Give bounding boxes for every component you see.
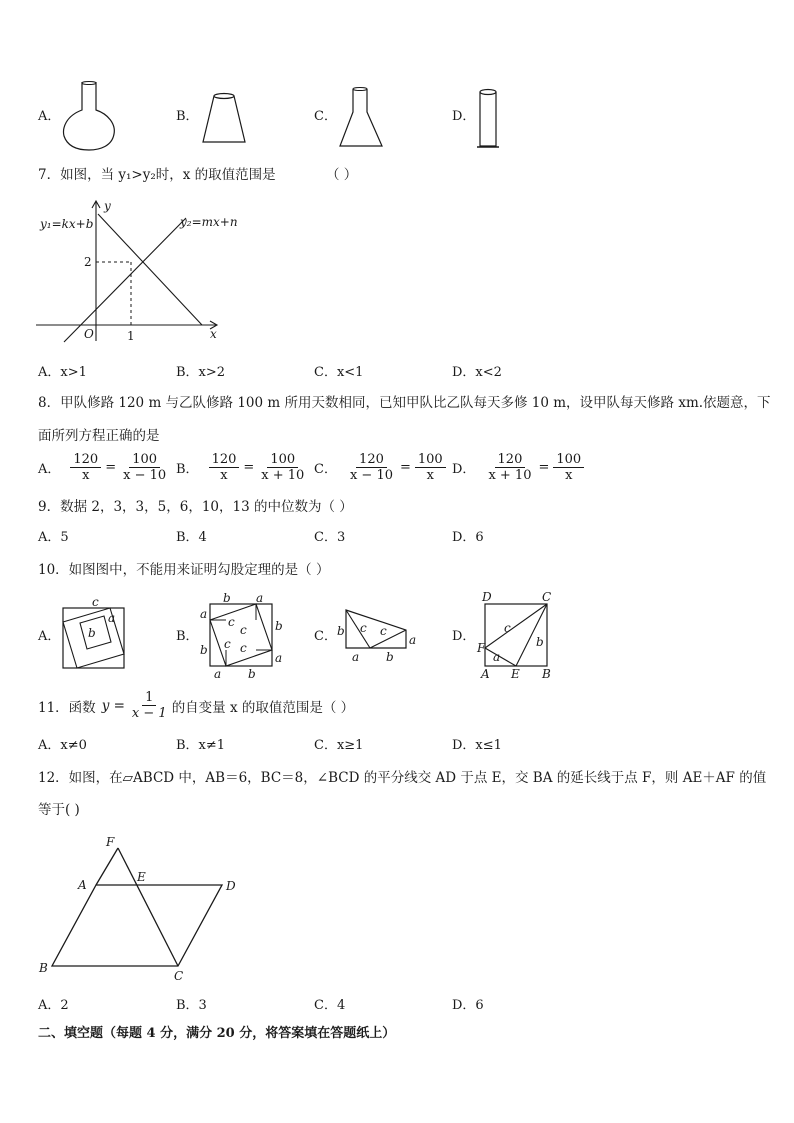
q8-b-ld: x [220,468,228,483]
q12-label-D: D [226,879,236,893]
q7-option-a: A．x>1 [38,365,87,380]
q12-label-B: B [39,961,48,975]
q7-y1-label: y₁=kx+b [40,217,94,231]
q8-a-rd: x − 10 [123,468,167,483]
q7-answer-paren: （ ） [325,167,358,183]
q8-b-right-fraction [258,452,307,483]
q10-figure-b [196,590,286,680]
q6-option-a: A． [38,109,61,124]
q10b-left-a: a [200,607,208,621]
q8-a-rn: 100 [129,452,160,468]
q7-line-graph [36,196,238,346]
q10d-label-E: E [511,667,520,681]
q8-b-left-fraction [209,452,240,483]
q7-stem [38,165,357,185]
q6-option-b: B． [176,109,199,124]
q10b-c2: c [240,623,247,637]
q10c-bottom-b: b [386,650,394,664]
q10b-right-a: a [275,651,283,665]
q11-option-c: C．x≥1 [314,738,364,753]
q10-figure-c [336,604,420,666]
q10b-left-b: b [200,643,208,657]
q10-option-d: D． [452,629,476,644]
q10d-label-c: c [504,621,511,635]
q10b-bottom-b: b [248,667,256,681]
q6-option-c: C． [314,109,337,124]
q10d-label-F: F [477,641,486,655]
q11-frac-num: 1 [142,690,156,706]
q8-c-left-fraction [347,452,396,483]
q8-d-rd: x [565,468,573,483]
q10d-label-D: D [482,590,492,604]
q12-label-C: C [174,969,184,983]
q7-option-c: C．x<1 [314,365,364,380]
q8-c-right-fraction [415,452,446,483]
q11-func-y: y = [101,697,125,714]
q8-d-ld: x + 10 [488,468,532,483]
q8-d-right-fraction [553,452,584,483]
q10c-c2: c [380,624,387,638]
q12-parallelogram-figure [36,832,246,982]
q8-option-b: B． $\frac{120}{x}$ = $\frac{100}{x + 10}$ [176,452,309,483]
q10b-bottom-a: a [214,667,222,681]
q10-figure-a [60,596,130,672]
q10c-left-b: b [337,624,345,638]
q8-b-rn: 100 [267,452,298,468]
q10-option-a: A． [38,629,61,644]
q7-tick-x: 1 [127,329,135,343]
q7-x-axis-label: x [210,327,217,341]
q12-option-b: B．3 [176,998,207,1013]
q12-label-A: A [78,878,87,892]
q9-option-b: B．4 [176,530,207,545]
beaker-figure [198,90,250,146]
q8-stem-line2: 面所列方程正确的是 [38,428,160,444]
q10a-label-a: a [108,611,116,625]
q10-figure-d [474,590,558,682]
q10d-label-A: A [481,667,490,681]
q8-option-a: A． $\frac{120}{x}$ = $\frac{100}{x - 10}$ [38,452,171,483]
q8-d-ln: 120 [495,452,526,468]
q11-option-a: A．x≠0 [38,738,87,753]
q8-option-c-label: C． [314,462,337,477]
q10a-label-b: b [88,626,96,640]
q10b-c3: c [224,637,231,651]
round-flask-figure [60,80,120,152]
q8-option-c: C． $\frac{120}{x - 10}$ = $\frac{100}{x}$ [314,452,448,483]
q8-stem-line1: 8．甲队修路 120 m 与乙队修路 100 m 所用天数相同，已知甲队比乙队每天多修 10 m，设甲队每天修路 xm.依题意，下 [38,395,771,411]
q8-d-rn: 100 [553,452,584,468]
q8-a-left-fraction [70,452,101,483]
q10c-right-a: a [409,633,417,647]
q11-stem-pre: 11．函数 [38,699,96,716]
q10b-c1: c [228,615,235,629]
q8-c-rd: x [426,468,434,483]
q8-option-b-label: B． [176,462,199,477]
section2-heading: 二、填空题（每题 4 分，满分 20 分，将答案填在答题纸上） [38,1026,396,1041]
q8-a-ln: 120 [70,452,101,468]
q11-stem [38,690,354,721]
q8-option-d-label: D． [452,462,476,477]
q10-stem: 10．如图图中，不能用来证明勾股定理的是（ ） [38,562,330,578]
q10c-c1: c [360,621,367,635]
q8-option-a-label: A． [38,462,61,477]
q7-stem-text: 7．如图，当 y₁>y₂时，x 的取值范围是 [38,167,276,183]
q7-tick-y: 2 [84,255,92,269]
conical-flask-figure [336,86,388,150]
q10-option-c: C． [314,629,337,644]
q12-option-a: A．2 [38,998,69,1013]
q9-option-a: A．5 [38,530,69,545]
q10d-label-b: b [536,635,544,649]
q7-y2-label: y₂=mx+n [180,215,238,229]
q7-option-b: B．x>2 [176,365,226,380]
q8-option-d: D． $\frac{120}{x + 10}$ = $\frac{100}{x}$ [452,452,586,483]
q10a-label-c: c [92,595,99,609]
q8-d-left-fraction [485,452,534,483]
q10d-label-B: B [542,667,551,681]
q10b-c4: c [240,641,247,655]
cylinder-figure [474,86,504,150]
q8-b-ln: 120 [209,452,240,468]
q10b-top-b: b [223,591,231,605]
q10b-right-b: b [275,619,283,633]
q12-option-c: C．4 [314,998,346,1013]
q11-stem-post: 的自变量 x 的取值范围是（ ） [171,699,355,716]
q11-fraction [129,690,170,721]
q10d-label-C: C [542,590,552,604]
q12-label-E: E [137,870,146,884]
q10b-top-a: a [256,591,264,605]
q8-b-rd: x + 10 [261,468,305,483]
q10-option-b: B． [176,629,199,644]
q11-option-b: B．x≠1 [176,738,226,753]
q7-y-axis-label: y [104,199,111,213]
q10c-bottom-a: a [352,650,360,664]
q7-origin-label: O [84,327,94,341]
q8-a-right-fraction [120,452,169,483]
q12-stem-line2: 等于( ) [38,802,80,818]
q8-a-ld: x [82,468,90,483]
q9-option-d: D．6 [452,530,484,545]
q12-option-d: D．6 [452,998,484,1013]
q12-label-F: F [106,835,115,849]
q8-c-rn: 100 [415,452,446,468]
q8-c-ln: 120 [356,452,387,468]
q9-stem: 9．数据 2，3，3，5，6，10，13 的中位数为（ ） [38,499,353,515]
q11-frac-den: x − 1 [131,706,167,721]
q7-option-d: D．x<2 [452,365,502,380]
q8-c-ld: x − 10 [349,468,393,483]
q12-stem-line1: 12．如图，在▱ABCD 中，AB＝6，BC＝8，∠BCD 的平分线交 AD 于点 E，交 BA 的延长线于点 F，则 AE＋AF 的值 [38,770,767,786]
q9-option-c: C．3 [314,530,346,545]
q10d-label-a: a [493,650,501,664]
q6-option-d: D． [452,109,476,124]
q11-option-d: D．x≤1 [452,738,502,753]
